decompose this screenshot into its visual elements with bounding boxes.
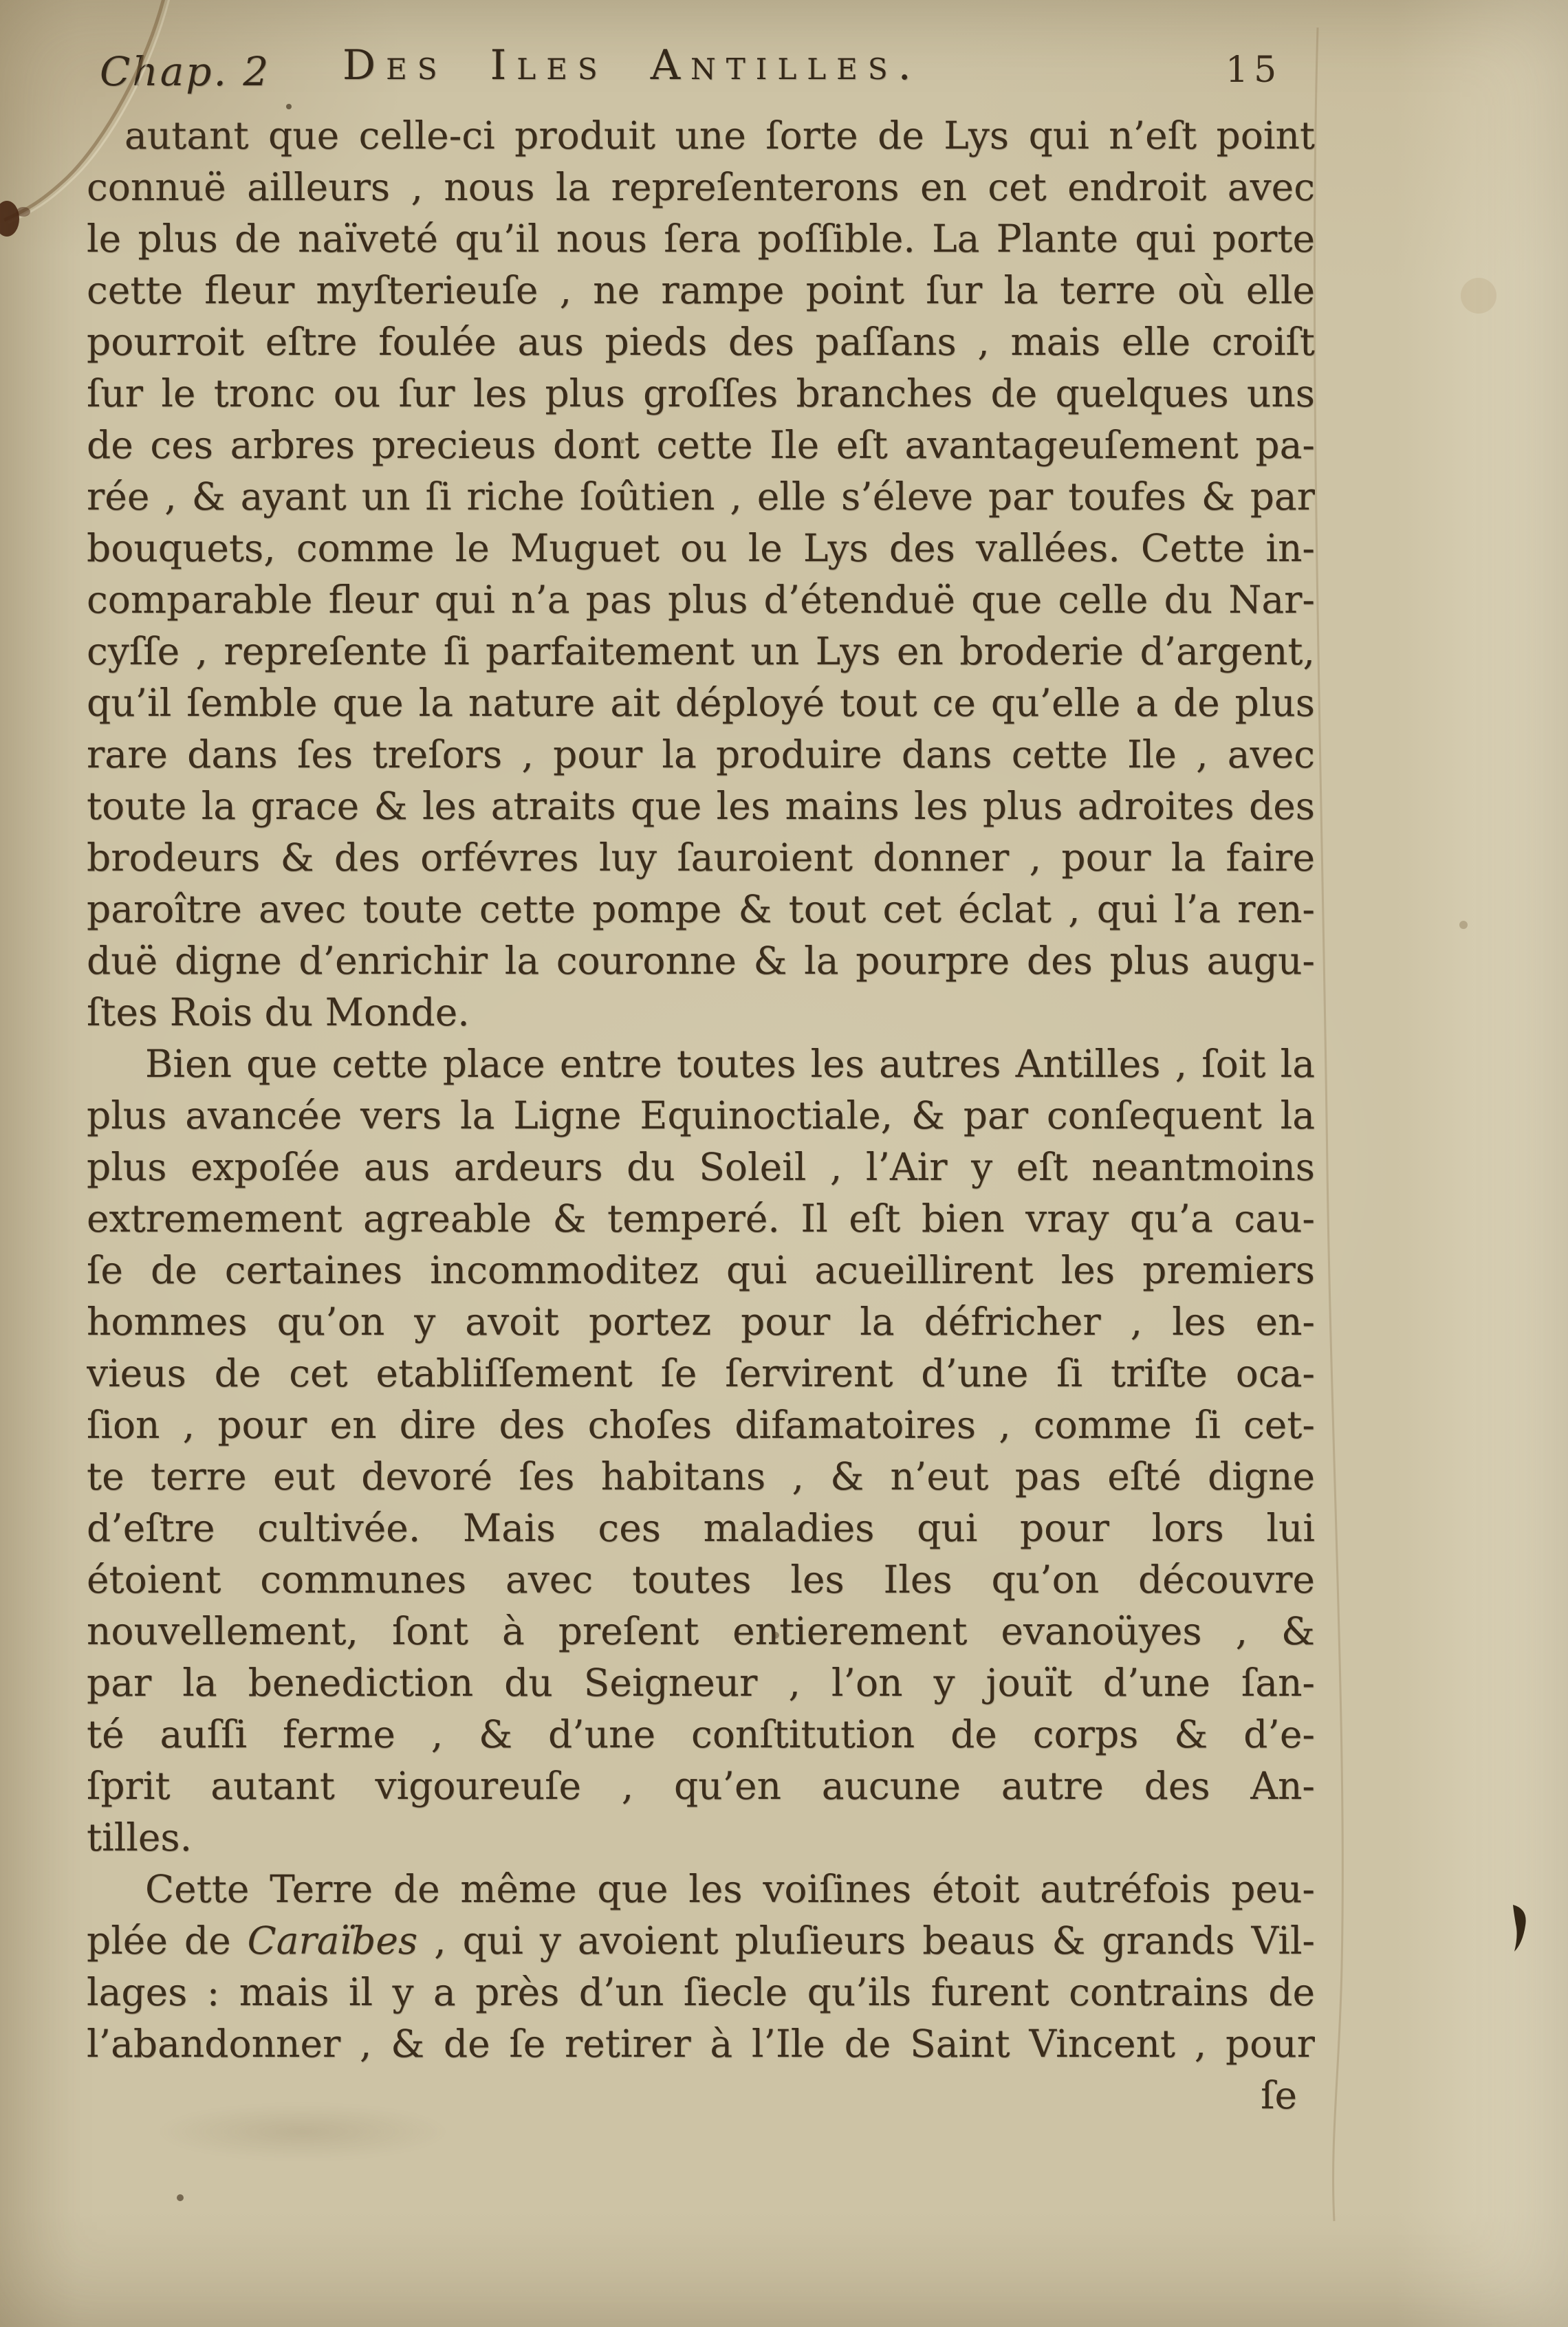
text-line: le plus de naïveté qu’il nous ſera poſſible. La Plante qui porte — [87, 217, 1315, 261]
paragraph — [87, 1038, 1315, 1864]
text-line: toute la grace & les atraits que les mains les plus adroites des — [87, 784, 1315, 828]
text-line: paroître avec toute cette pompe & tout cet éclat , qui l’a ren- — [87, 887, 1315, 931]
text-line: té auſſi ferme , & d’une conſtitution de corps & d’e- — [87, 1712, 1315, 1756]
text-line: rare dans ſes treſors , pour la produire dans cette Ile , avec — [87, 732, 1315, 776]
foxing-spot — [1461, 278, 1496, 314]
text-line: tilles. — [87, 1815, 193, 1859]
text-line: plus expoſée aus ardeurs du Soleil , l’Air y eſt neantmoins — [87, 1145, 1315, 1189]
text-line: plée de Caraïbes , qui y avoient pluſieurs beaus & grands Vil- — [87, 1919, 1315, 1963]
text-line: lages : mais il y a près d’un ſiecle qu’ils furent contrains de — [87, 1970, 1315, 2014]
text-line: extremement agreable & temperé. Il eſt bien vray qu’a cau- — [87, 1197, 1315, 1241]
catchword: ſe — [1261, 2073, 1297, 2117]
show-through-smudge — [158, 2104, 447, 2159]
ink-blot-tail — [17, 207, 30, 217]
text-line: ſion , pour en dire des choſes difamatoires , comme ſi cet- — [87, 1403, 1315, 1447]
text-line: brodeurs & des orfévres luy ſauroient donner , pour la faire — [87, 835, 1315, 880]
text-line: connuë ailleurs , nous la repreſenterons en cet endroit avec — [87, 165, 1315, 209]
text-line: autant que celle-ci produit une ſorte de Lys qui n’eſt point — [124, 113, 1315, 157]
ink-speck — [177, 2194, 184, 2201]
text-line: vieus de cet etabliſſement ſe ſervirent d’une ſi triſte oca- — [87, 1351, 1315, 1395]
text-line: Cette Terre de même que les voiſines étoit autréfois peu- — [145, 1867, 1315, 1911]
text-line: te terre eut devoré ſes habitans , & n’eut pas eſté digne — [87, 1454, 1315, 1498]
text-line: ſprit autant vigoureuſe , qu’en aucune autre des An- — [87, 1764, 1315, 1808]
text-line: plus avancée vers la Ligne Equinoctiale, & par conſequent la — [87, 1093, 1315, 1137]
running-header-chapter: Chap. 2 — [100, 48, 271, 95]
page-number: 15 — [1226, 50, 1283, 91]
text-line: cette fleur myſterieuſe , ne rampe point ſur la terre où elle — [87, 268, 1315, 312]
text-block — [87, 110, 1315, 2121]
paragraph — [87, 1864, 1315, 2070]
text-line: l’abandonner , & de ſe retirer à l’Ile de Saint Vincent , pour — [87, 2022, 1315, 2066]
text-line: cyſſe , repreſente ſi parfaitement un Lys en broderie d’argent, — [87, 629, 1315, 673]
text-line: par la benediction du Seigneur , l’on y jouït d’une ſan- — [87, 1661, 1315, 1705]
text-line: de ces arbres precieus dont cette Ile eſt avantageuſement pa- — [87, 423, 1315, 467]
text-line: hommes qu’on y avoit portez pour la défricher , les en- — [87, 1300, 1315, 1344]
text-line: comparable fleur qui n’a pas plus d’étenduë que celle du Nar- — [87, 578, 1315, 622]
text-line: rée , & ayant un ſi riche ſoûtien , elle s’éleve par toufes & par — [87, 474, 1315, 518]
text-line: ſe de certaines incommoditez qui acueillirent les premiers — [87, 1248, 1315, 1292]
text-line: d’eſtre cultivée. Mais ces maladies qui pour lors lui — [87, 1506, 1315, 1550]
ink-blot — [0, 201, 19, 237]
text-line: étoient communes avec toutes les Iles qu’on découvre — [87, 1558, 1315, 1602]
text-line: ſur le tronc ou ſur les plus groſſes branches de quelques uns — [87, 371, 1315, 415]
foxing-spot — [1459, 921, 1468, 929]
crease-vertical — [1314, 28, 1342, 2221]
text-line: ſtes Rois du Monde. — [87, 990, 470, 1034]
text-line: nouvellement, ſont à preſent entierement evanoüyes , & — [87, 1609, 1315, 1653]
text-line: Bien que cette place entre toutes les autres Antilles , ſoit la — [145, 1042, 1315, 1086]
text-line: qu’il ſemble que la nature ait déployé tout ce qu’elle a de plus — [87, 681, 1315, 725]
text-line: duë digne d’enrichir la couronne & la pourpre des plus augu- — [87, 939, 1315, 983]
ink-speck — [286, 104, 292, 109]
paragraph — [87, 110, 1315, 1038]
running-header-title: Des Iles Antilles. — [342, 41, 922, 89]
text-line: bouquets, comme le Muguet ou le Lys des vallées. Cette in- — [87, 526, 1315, 570]
text-line: pourroit eſtre foulée aus pieds des paſſans , mais elle croiſt — [87, 320, 1315, 364]
ink-mark-bottom-right — [1513, 1905, 1526, 1952]
